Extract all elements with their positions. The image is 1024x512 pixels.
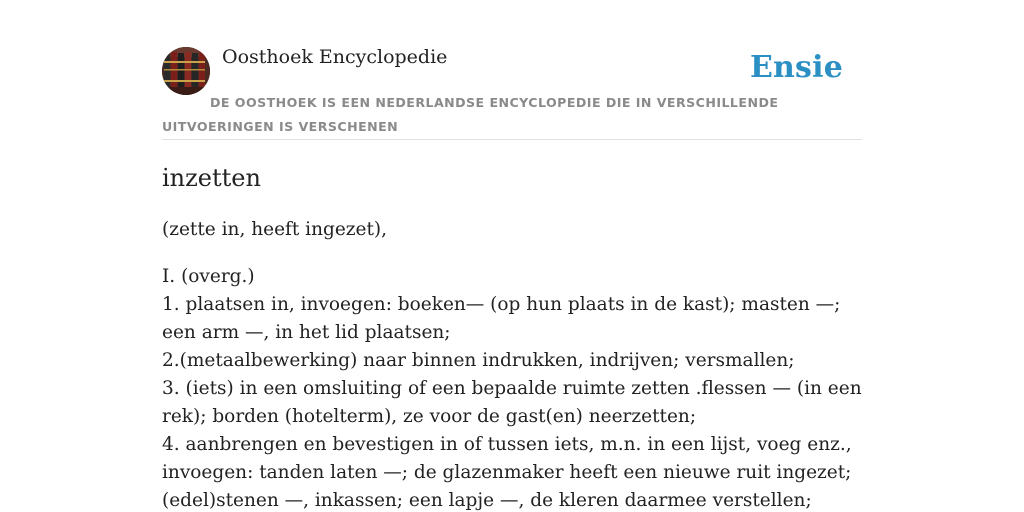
definition-line: 3. (iets) in een omsluiting of een bepaalde ruimte zetten .flessen — (in een rek); borden (hotelterm), ze voor de gast(en) neerzetten; (162, 378, 862, 427)
definition-line: I. (overg.) (162, 266, 255, 287)
site-tagline: DE OOSTHOEK IS EEN NEDERLANDSE ENCYCLOPEDIE DIE IN VERSCHILLENDE UITVOERINGEN IS VERSCHENEN (162, 95, 779, 134)
site-name-link[interactable]: Oosthoek Encyclopedie (222, 46, 448, 68)
site-header (162, 0, 862, 140)
book-spines-icon (162, 47, 210, 95)
definition-line: 4. aanbrengen en bevestigen in of tussen iets, m.n. in een lijst, voeg enz., invoegen: tanden laten —; de glazenmaker heeft een nieuwe ruit ingezet; (edel)stenen —, inkassen; een lapje —, de kleren daarmee verstellen; (162, 434, 852, 511)
definition-line: 2.(metaalbewerking) naar binnen indrukken, indrijven; versmallen; (162, 350, 795, 371)
page-container (162, 0, 862, 511)
ensie-logo[interactable]: Ensie (749, 50, 843, 85)
entry-definition (162, 263, 862, 512)
entry-headword: inzetten (162, 164, 261, 192)
definition-line: 1. plaatsen in, invoegen: boeken— (op hun plaats in de kast); masten —; een arm —, in het lid plaatsen; (162, 294, 841, 343)
encyclopedia-avatar[interactable] (162, 47, 210, 95)
entry-grammar: (zette in, heeft ingezet), (162, 219, 388, 240)
